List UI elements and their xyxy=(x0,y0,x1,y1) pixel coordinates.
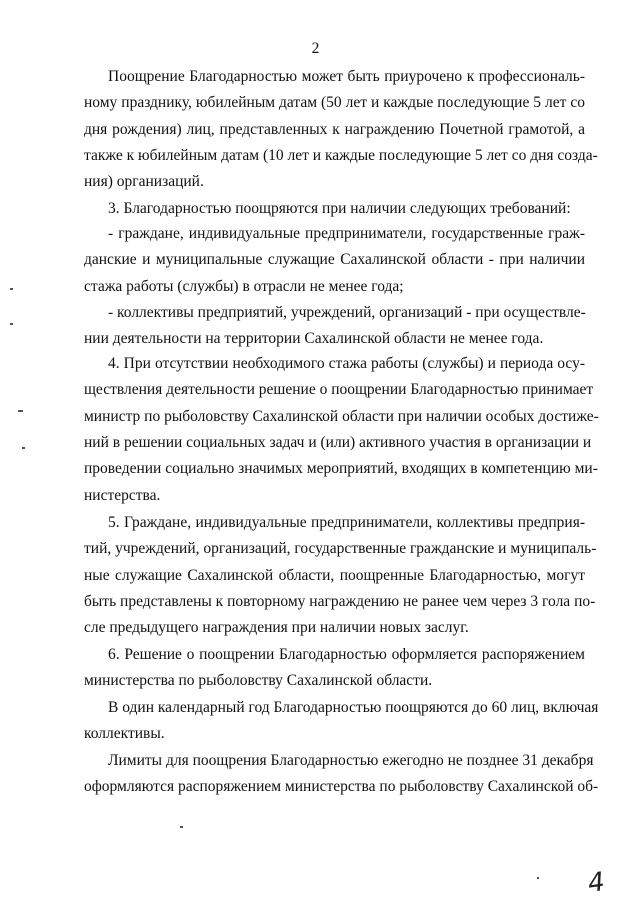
text-line: сле предыдущего награждения при наличии новых заслуг. xyxy=(84,619,469,636)
text-line: ния) организаций. xyxy=(84,173,204,190)
text-line: нистерства. xyxy=(84,487,161,504)
scan-mark xyxy=(537,877,539,879)
text-line: Лимиты для поощрения Благодарностью ежегодно не позднее 31 декабря xyxy=(108,752,594,769)
text-line: - коллективы предприятий, учреждений, организаций - при осуществле- xyxy=(108,304,586,321)
text-line: ществления деятельности решение о поощрении Благодарностью принимает xyxy=(84,381,594,398)
page-number: 2 xyxy=(311,40,320,57)
scan-mark xyxy=(18,410,23,412)
text-line: 3. Благодарностью поощряются при наличии следующих требований: xyxy=(108,200,571,217)
text-line: проведении социально значимых мероприятий, входящих в компетенцию ми- xyxy=(84,460,598,477)
text-line: 4. При отсутствии необходимого стажа работы (службы) и периода осу- xyxy=(108,355,585,372)
text-line: 5. Граждане, индивидуальные предприниматели, коллективы предприя- xyxy=(108,514,585,531)
scan-mark xyxy=(22,447,25,449)
text-line: Поощрение Благодарностью может быть приурочено к профессиональ- xyxy=(108,68,585,85)
scan-mark xyxy=(10,323,13,325)
text-line: тий, учреждений, организаций, государственные гражданские и муниципаль- xyxy=(84,540,597,557)
text-line: нии деятельности на территории Сахалинской области не менее года. xyxy=(84,330,544,347)
scan-mark xyxy=(180,826,183,828)
text-line: данские и муниципальные служащие Сахалинской области - при наличии xyxy=(84,251,585,268)
text-line: ний в решении социальных задач и (или) активного участия в организации и xyxy=(84,434,592,451)
text-line: ному празднику, юбилейным датам (50 лет и каждые последующие 5 лет со xyxy=(84,94,585,111)
text-line: дня рождения) лиц, представленных к награждению Почетной грамотой, а xyxy=(84,121,585,138)
scan-mark xyxy=(10,288,13,290)
text-line: В один календарный год Благодарностью поощряются до 60 лиц, включая xyxy=(108,699,599,716)
text-line: ные служащие Сахалинской области, поощренные Благодарностью, могут xyxy=(84,567,585,584)
text-line: - граждане, индивидуальные предприниматели, государственные граж- xyxy=(108,225,585,242)
text-line: также к юбилейным датам (10 лет и каждые последующие 5 лет со дня созда- xyxy=(84,147,598,164)
text-line: 6. Решение о поощрении Благодарностью оформляется распоряжением xyxy=(108,646,585,663)
text-line: коллективы. xyxy=(84,725,165,742)
handwritten-page-mark: 4 xyxy=(585,866,607,900)
text-line: оформляются распоряжением министерства по рыболовству Сахалинской об- xyxy=(84,778,599,795)
text-line: стажа работы (службы) в отрасли не менее года; xyxy=(84,278,404,295)
text-line: министр по рыболовству Сахалинской области при наличии особых достиже- xyxy=(84,408,599,425)
text-line: министерства по рыболовству Сахалинской области. xyxy=(84,672,433,689)
text-line: быть представлены к повторному награждению не ранее чем через 3 гола по- xyxy=(84,593,596,610)
